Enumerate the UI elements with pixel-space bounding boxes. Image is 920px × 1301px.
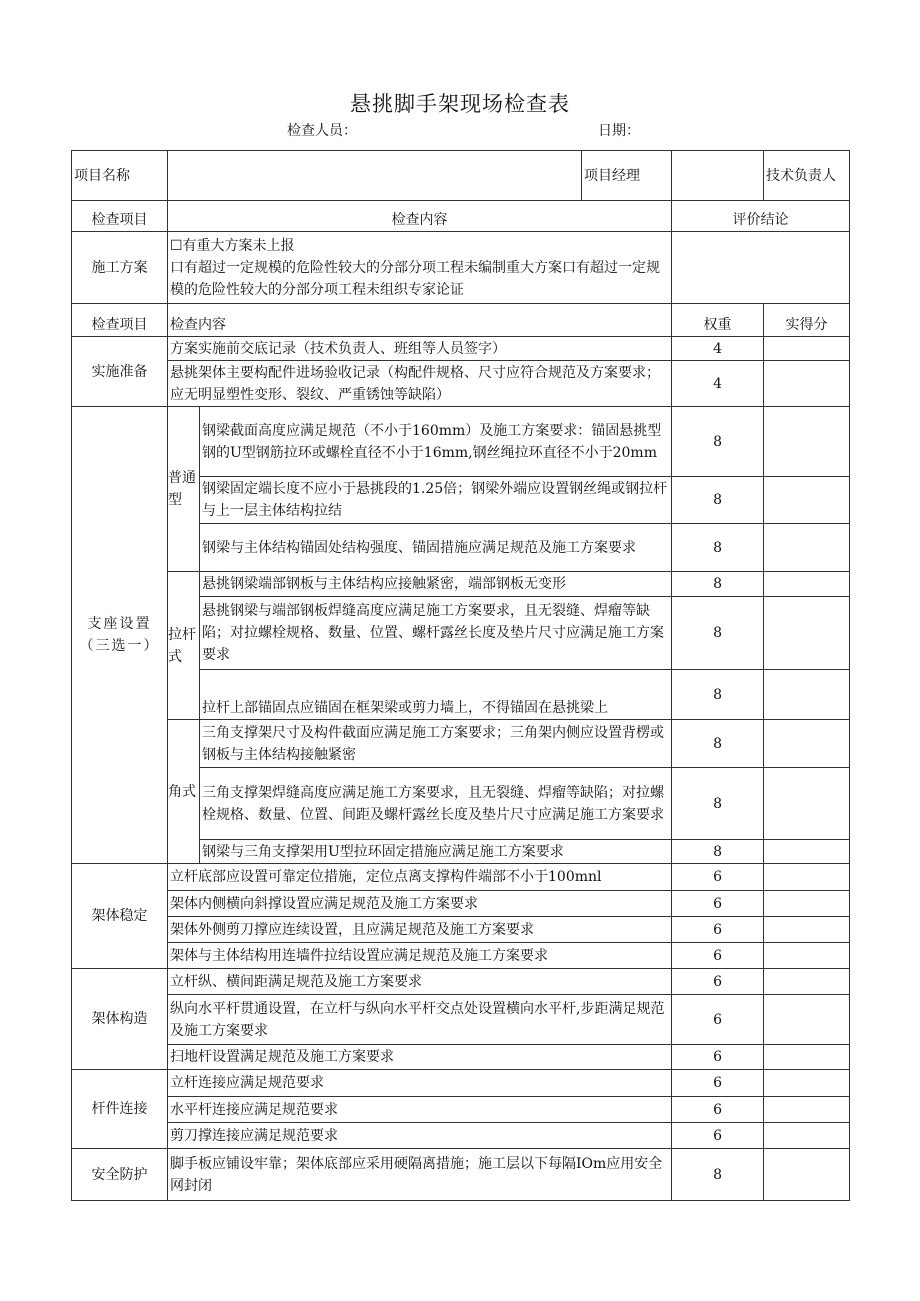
support-name-2: （三选一） [79, 638, 160, 654]
table-row [72, 995, 850, 1045]
row-content: 钢梁固定端长度不应小于悬挑段的1.25倍；钢梁外端应设置钢丝绳或钢拉杆与上一层主体结构拉结 [200, 477, 672, 524]
plan-row [72, 232, 850, 304]
table-row [72, 1097, 850, 1123]
row-content: 悬挑钢梁端部钢板与主体结构应接触紧密，端部钢板无变形 [200, 572, 672, 597]
tech-lead-label: 技术负责人 [764, 151, 850, 201]
row-weight: 8 [672, 572, 764, 597]
project-name-label: 项目名称 [72, 151, 168, 201]
row-content: 脚手板应铺设牢靠；架体底部应采用硬隔离措施；施工层以下每隔IOm应用安全网封闭 [168, 1149, 672, 1201]
row-weight: 8 [672, 597, 764, 670]
row-weight: 8 [672, 840, 764, 864]
project-info-row [72, 151, 850, 201]
row-score[interactable] [764, 864, 850, 891]
table-row [72, 943, 850, 969]
group-name-angle: 角式 [168, 720, 200, 864]
row-score[interactable] [764, 943, 850, 969]
table-row [72, 720, 850, 768]
table-row [72, 891, 850, 917]
row-score[interactable] [764, 407, 850, 477]
table-row [72, 337, 850, 361]
plan-header-row [72, 201, 850, 232]
plan-conclusion-cell[interactable] [672, 232, 850, 304]
table-row [72, 572, 850, 597]
section-name-prep: 实施准备 [72, 337, 168, 407]
table-row [72, 1123, 850, 1149]
row-content: 架体外侧剪刀撑应连续设置，且应满足规范及施工方案要求 [168, 917, 672, 943]
row-score[interactable] [764, 1149, 850, 1201]
row-weight: 6 [672, 1123, 764, 1149]
row-weight: 6 [672, 864, 764, 891]
row-content: 水平杆连接应满足规范要求 [168, 1097, 672, 1123]
plan-item: 施工方案 [72, 232, 168, 304]
group-name-rod: 拉杆式 [168, 572, 200, 720]
row-weight: 8 [672, 1149, 764, 1201]
row-weight: 8 [672, 477, 764, 524]
plan-content [168, 232, 672, 304]
row-weight: 8 [672, 768, 764, 840]
row-score[interactable] [764, 524, 850, 572]
row-content: 纵向水平杆贯通设置，在立杆与纵向水平杆交点处设置横向水平杆,步距满足规范及施工方案要求 [168, 995, 672, 1045]
project-name-value[interactable] [168, 151, 582, 201]
row-weight: 6 [672, 995, 764, 1045]
inspection-table [71, 150, 850, 1201]
section-name-structure: 架体构造 [72, 969, 168, 1070]
row-score[interactable] [764, 1097, 850, 1123]
table-row [72, 407, 850, 477]
row-score[interactable] [764, 477, 850, 524]
row-content: 三角支撑架尺寸及构件截面应满足施工方案要求；三角架内侧应设置背楞或钢板与主体结构接触紧密 [200, 720, 672, 768]
section-name-support [72, 407, 168, 864]
group-name-normal: 普通型 [168, 407, 200, 572]
row-score[interactable] [764, 840, 850, 864]
row-score[interactable] [764, 969, 850, 995]
row-score[interactable] [764, 891, 850, 917]
plan-line-1: ☐有重大方案未上报 [170, 237, 295, 254]
score-col-weight: 权重 [672, 304, 764, 337]
row-content: 立杆底部应设置可靠定位措施，定位点离支撑构件端部不小于100mnl [168, 864, 672, 891]
row-weight: 6 [672, 1070, 764, 1097]
row-score[interactable] [764, 670, 850, 720]
row-score[interactable] [764, 995, 850, 1045]
row-score[interactable] [764, 917, 850, 943]
table-row [72, 361, 850, 407]
project-manager-label: 项目经理 [582, 151, 672, 201]
row-weight: 6 [672, 969, 764, 995]
row-weight: 8 [672, 524, 764, 572]
date-label: 日期： [598, 123, 640, 139]
row-weight: 8 [672, 407, 764, 477]
project-manager-value[interactable] [672, 151, 764, 201]
row-weight: 6 [672, 1045, 764, 1070]
inspector-label: 检查人员： [287, 123, 357, 139]
table-row [72, 917, 850, 943]
table-row [72, 1045, 850, 1070]
section-name-connect: 杆件连接 [72, 1070, 168, 1149]
row-content: 扫地杆设置满足规范及施工方案要求 [168, 1045, 672, 1070]
table-row [72, 1149, 850, 1201]
row-content: 立杆纵、横间距满足规范及施工方案要求 [168, 969, 672, 995]
score-col-item: 检查项目 [72, 304, 168, 337]
row-content: 架体与主体结构用连墙件拉结设置应满足规范及施工方案要求 [168, 943, 672, 969]
row-content: 钢梁截面高度应满足规范（不小于160mm）及施工方案要求：锚固悬挑型钢的U型钢筋拉环或螺栓直径不小于16mm,钢丝绳拉环直径不小于20mm [200, 407, 672, 477]
row-weight: 8 [672, 670, 764, 720]
row-weight: 6 [672, 891, 764, 917]
plan-col-content: 检查内容 [168, 201, 672, 232]
row-weight: 6 [672, 1097, 764, 1123]
page-title: 悬挑脚手架现场检查表 [350, 92, 570, 116]
table-row [72, 1070, 850, 1097]
row-content: 悬挑架体主要构配件进场验收记录（构配件规格、尺寸应符合规范及方案要求；应无明显塑性变形、裂纹、严重锈蚀等缺陷） [168, 361, 672, 407]
row-content: 架体内侧横向斜撑设置应满足规范及施工方案要求 [168, 891, 672, 917]
row-content: 方案实施前交底记录（技术负责人、班组等人员签字） [168, 337, 672, 361]
plan-line-2: 口有超过一定规模的危险性较大的分部分项工程未编制重大方案口有超过一定规模的危险性较大的分部分项工程未组织专家论证 [170, 259, 660, 298]
row-content: 剪刀撑连接应满足规范要求 [168, 1123, 672, 1149]
row-score[interactable] [764, 337, 850, 361]
row-score[interactable] [764, 597, 850, 670]
score-col-score: 实得分 [764, 304, 850, 337]
table-row [72, 864, 850, 891]
row-content: 悬挑钢梁与端部钢板焊缝高度应满足施工方案要求，且无裂缝、焊瘤等缺陷；对拉螺栓规格、数量、位置、螺杆露丝长度及垫片尺寸应满足施工方案要求 [200, 597, 672, 670]
row-weight: 6 [672, 943, 764, 969]
score-col-content: 检查内容 [168, 304, 672, 337]
section-name-stability: 架体稳定 [72, 864, 168, 969]
row-score[interactable] [764, 720, 850, 768]
row-weight: 4 [672, 337, 764, 361]
row-score[interactable] [764, 361, 850, 407]
row-score[interactable] [764, 572, 850, 597]
row-weight: 6 [672, 917, 764, 943]
row-weight: 8 [672, 720, 764, 768]
row-score[interactable] [764, 1123, 850, 1149]
row-content: 钢梁与主体结构锚固处结构强度、锚固措施应满足规范及施工方案要求 [200, 524, 672, 572]
plan-col-conclusion: 评价结论 [672, 201, 850, 232]
section-name-safety: 安全防护 [72, 1149, 168, 1201]
table-row [72, 969, 850, 995]
row-content: 拉杆上部锚固点应锚固在框架梁或剪力墙上，不得锚固在悬挑梁上 [200, 670, 672, 720]
row-score[interactable] [764, 1070, 850, 1097]
row-score[interactable] [764, 768, 850, 840]
plan-col-item: 检查项目 [72, 201, 168, 232]
row-content: 钢梁与三角支撑架用U型拉环固定措施应满足施工方案要求 [200, 840, 672, 864]
score-header-row [72, 304, 850, 337]
support-name: 支座设置 [87, 616, 152, 632]
row-score[interactable] [764, 1045, 850, 1070]
row-content: 立杆连接应满足规范要求 [168, 1070, 672, 1097]
row-weight: 4 [672, 361, 764, 407]
row-content: 三角支撑架焊缝高度应满足施工方案要求，且无裂缝、焊瘤等缺陷；对拉螺栓规格、数量、位置、间距及螺杆露丝长度及垫片尺寸应满足施工方案要求 [200, 768, 672, 840]
